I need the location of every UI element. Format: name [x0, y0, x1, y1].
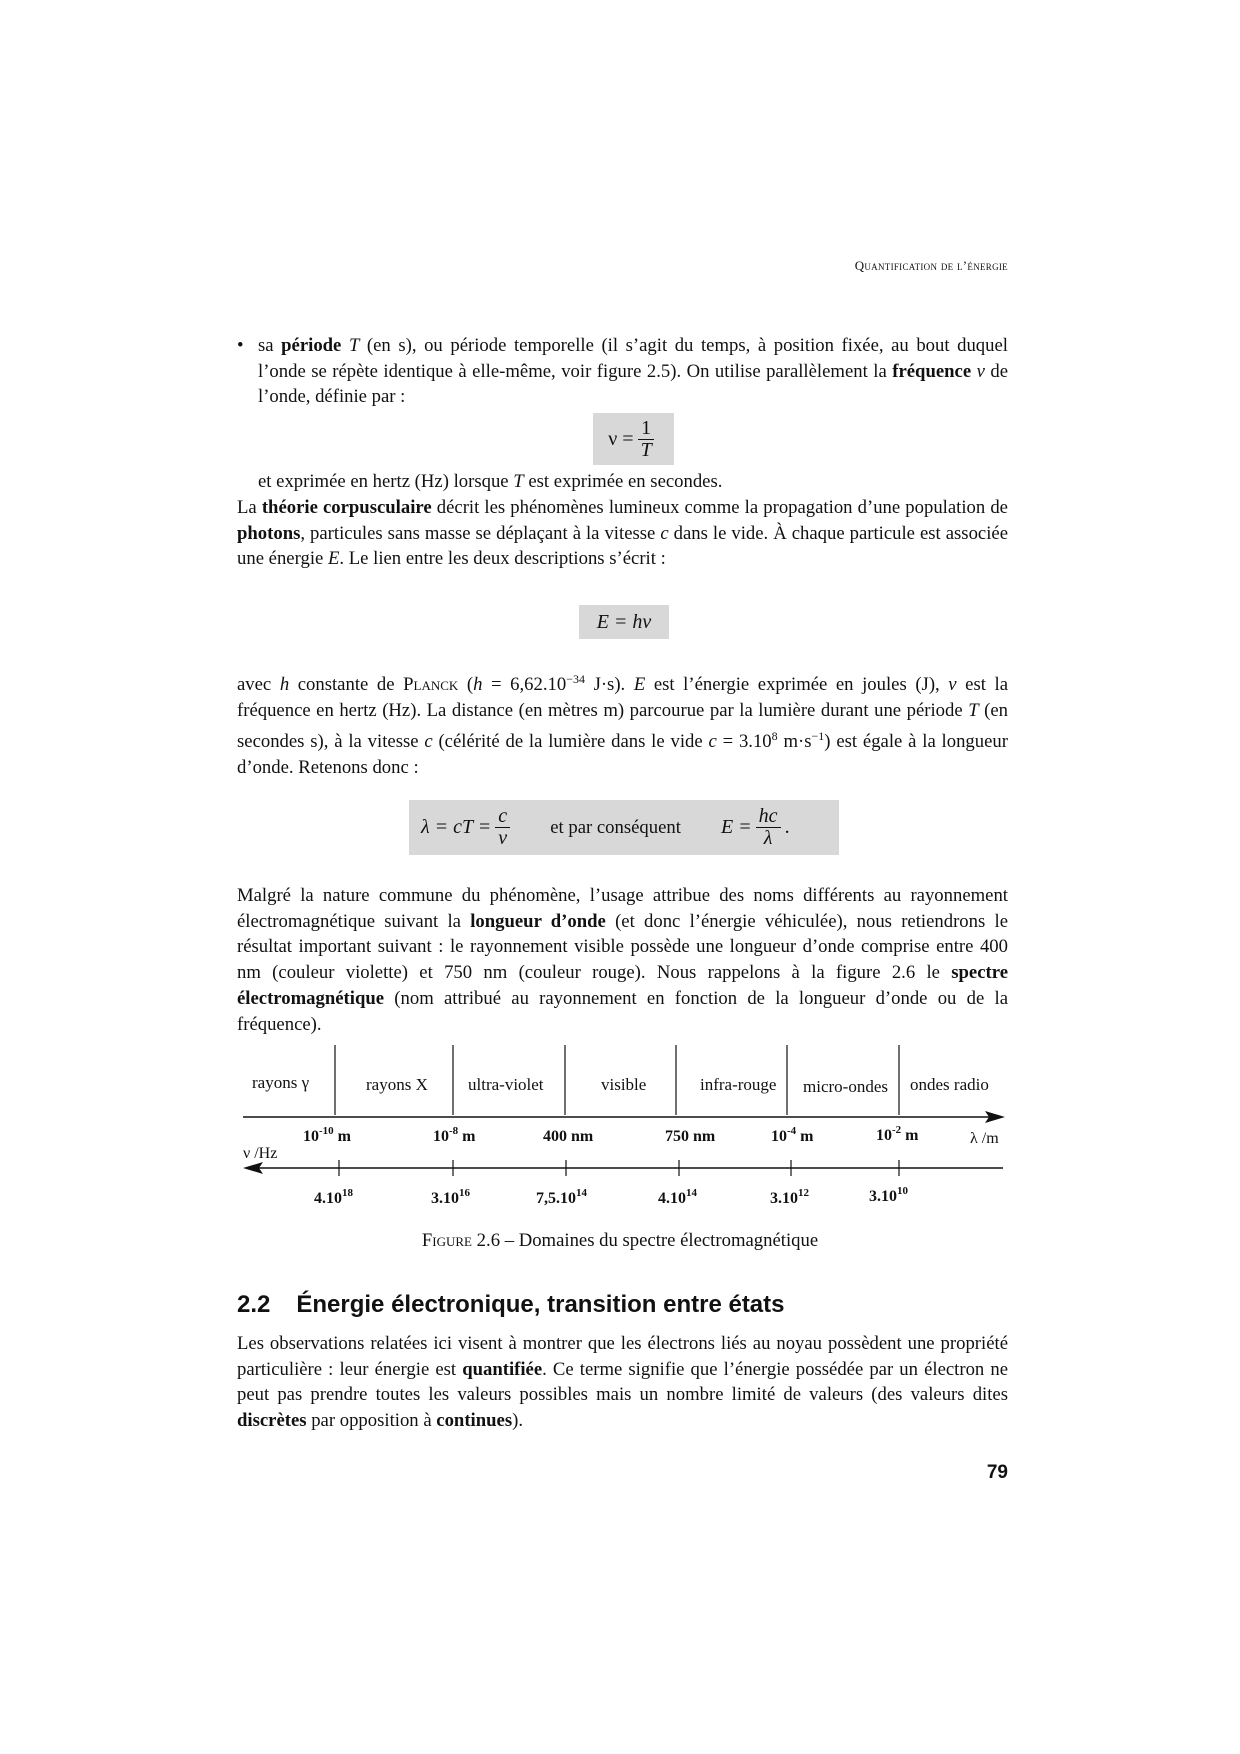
exponent: −34	[566, 672, 585, 686]
text-run: de l’onde, définie par :	[258, 360, 1009, 408]
term-photons: photons	[237, 522, 301, 544]
symbol-T: T	[513, 471, 524, 492]
wavelength-label: $10^{-2}$ m	[876, 1124, 919, 1144]
paragraph-quantifiee	[237, 1331, 1008, 1434]
text-run: (et donc l’énergie véhiculée), nous retiendrons le résultat important suivant : le rayonnement visible possède une longueur d’onde comprise entre 400 nm (couleur violette) et 750 nm (couleur rouge). Nous rappelons à la figure 2.6 le	[237, 910, 1008, 984]
term-quantifiee: quantifiée	[462, 1358, 543, 1380]
numerator: hc	[756, 806, 781, 828]
domain-label: ultra-violet	[468, 1075, 544, 1094]
lambda-axis-label: λ /m	[970, 1130, 999, 1147]
text-run: La	[237, 497, 262, 518]
frequency-label: 4.10$^{18}$	[314, 1187, 353, 1207]
eq-lhs-2: E =	[720, 816, 752, 838]
text-run: (en s), ou période temporelle (il s’agit du temps, à position fixée, au bout duquel l’onde se répète identique à elle-même, voir figure 2.5). On utilise parallèlement la	[258, 335, 1008, 382]
text-run: sa	[258, 335, 282, 356]
term-longueur-onde: longueur d’onde	[470, 910, 606, 932]
text-run: est la fréquence en hertz (Hz). La distance (en mètres m) parcourue par la lumière durant une période	[237, 674, 1008, 721]
denominator: T	[640, 438, 652, 461]
frequency-axis	[243, 1162, 1003, 1174]
caption-number: 2.6	[472, 1230, 501, 1251]
numerator: c	[495, 806, 510, 828]
frequency-label: 7,5.10$^{14}$	[536, 1187, 587, 1207]
text-run: , particules sans masse se déplaçant à la vitesse	[300, 522, 661, 544]
name-planck: Planck	[403, 674, 459, 696]
text-run: (	[458, 674, 474, 696]
figure-caption	[0, 1230, 1240, 1252]
text-run: m·s	[777, 730, 812, 752]
symbol-T: T	[348, 335, 360, 356]
text-run: = 6,62.10	[482, 674, 567, 696]
term-periode: période	[281, 335, 342, 356]
frequency-label: 3.10$^{10}$	[869, 1185, 908, 1205]
text-run: Les observations relatées ici visent à montrer que les électrons liés au noyau possèdent une propriété particulière : leur énergie est	[237, 1333, 1008, 1380]
text-run: . Ce terme signifie que l’énergie possédée par un électron ne peut pas prendre toutes les valeurs possibles mais un nombre limité de valeurs (des valeurs dites	[237, 1358, 1008, 1406]
denominator: ν	[498, 827, 508, 849]
numerator: 1	[638, 418, 654, 440]
section-number: 2.2	[237, 1291, 271, 1318]
frequency-label: 3.10$^{16}$	[431, 1187, 470, 1207]
domain-label: micro-ondes	[803, 1077, 888, 1096]
symbol-nu: ν	[948, 674, 957, 696]
text-run: J·s).	[584, 674, 634, 696]
term-spectre: spectre électromagnétique	[237, 962, 1008, 1009]
wavelength-label: $10^{-8}$ m	[433, 1125, 476, 1145]
section-title: Énergie électronique, transition entre états	[296, 1291, 785, 1318]
domain-labels	[252, 1073, 989, 1096]
text-run: constante de	[289, 674, 404, 696]
text-run: ) est égale à la longueur d’onde. Retenons donc :	[237, 730, 1008, 778]
term-continues: continues	[436, 1410, 513, 1432]
text-run: par opposition à	[306, 1410, 437, 1432]
symbol-E: E	[327, 548, 340, 570]
wavelength-label: $10^{-4}$ m	[771, 1125, 814, 1145]
text-run: est exprimée en secondes.	[523, 471, 723, 492]
symbol-T: T	[968, 699, 979, 721]
text-run: dans le vide. À chaque particule est associée une énergie	[237, 522, 1008, 570]
text-run: est l’énergie exprimée en joules (J),	[645, 674, 949, 696]
domain-label: visible	[601, 1075, 647, 1094]
eq-dot: .	[784, 816, 790, 838]
domain-label: rayons X	[366, 1075, 428, 1094]
wavelength-label: $10^{-10}$ m	[303, 1125, 351, 1145]
text-run: (nom attribué au rayonnement en fonction de la longueur d’onde ou de la fréquence).	[237, 987, 1008, 1035]
caption-figure-word: Figure	[421, 1230, 472, 1251]
text-run: (en secondes s), à la vitesse	[237, 699, 1008, 752]
bullet-marker: •	[237, 335, 244, 356]
wavelength-label: 400 nm	[543, 1128, 594, 1145]
domain-label: ondes radio	[910, 1075, 989, 1094]
text-run: . Le lien entre les deux descriptions s’écrit :	[339, 548, 666, 570]
symbol-c: c	[708, 730, 717, 752]
wavelength-label: 750 nm	[665, 1128, 716, 1145]
symbol-nu: ν	[976, 360, 985, 382]
text-run: et exprimée en hertz (Hz) lorsque	[258, 471, 514, 492]
text-run: ).	[512, 1410, 524, 1432]
exponent: 8	[771, 728, 778, 743]
domain-label: infra-rouge	[700, 1075, 777, 1094]
section-heading	[237, 1291, 785, 1319]
symbol-h: h	[473, 674, 483, 696]
term-frequence: fréquence	[892, 360, 972, 382]
term-discretes: discrètes	[237, 1410, 307, 1432]
caption-text: – Domaines du spectre électromagnétique	[500, 1230, 819, 1251]
symbol-E: E	[633, 674, 646, 696]
symbol-c: c	[660, 522, 669, 544]
wavelength-labels	[303, 1124, 919, 1145]
nu-axis-label: ν /Hz	[243, 1145, 278, 1162]
text-run: = 3.10	[716, 730, 772, 752]
frequency-labels	[314, 1185, 909, 1207]
denominator: λ	[763, 827, 773, 849]
domain-label: rayons γ	[252, 1073, 310, 1092]
text-run: avec	[237, 674, 280, 696]
frequency-label: 3.10$^{12}$	[770, 1187, 809, 1207]
text-run: Malgré la nature commune du phénomène, l’usage attribue des noms différents au rayonnement électromagnétique suivant la	[237, 885, 1008, 932]
eq-lhs: ν =	[608, 427, 634, 450]
term-theorie-corpusculaire: théorie corpusculaire	[261, 497, 432, 518]
running-header: Quantification de l’énergie	[854, 258, 1008, 273]
wavelength-axis	[243, 1111, 1005, 1123]
text-run: (célérité de la lumière dans le vide	[432, 730, 709, 752]
exponent: −1	[811, 728, 825, 743]
eq-text: E = hν	[596, 610, 652, 633]
eq-lhs: λ = cT =	[421, 816, 492, 838]
frequency-label: 4.10$^{14}$	[658, 1187, 697, 1207]
page-number: 79	[986, 1462, 1008, 1483]
symbol-h: h	[279, 674, 290, 696]
text-run: décrit les phénomènes lumineux comme la propagation d’une population de	[431, 497, 1008, 518]
eq-middle-text: et par conséquent	[550, 816, 681, 838]
symbol-c: c	[424, 730, 433, 752]
